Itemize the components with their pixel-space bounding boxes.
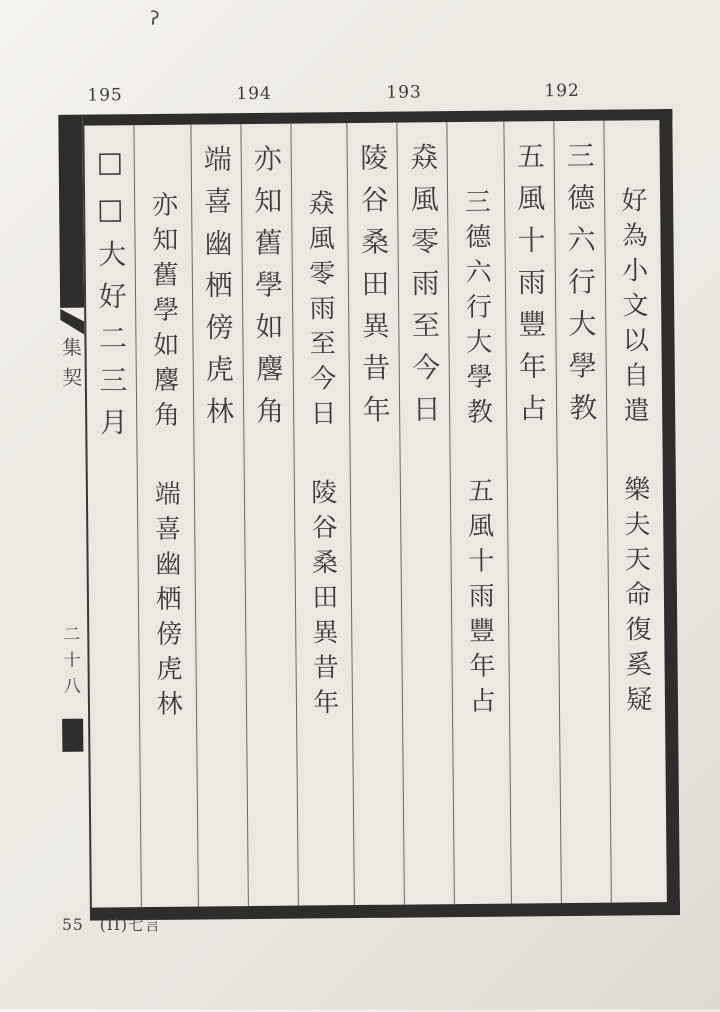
column-kaishu-194 — [134, 125, 198, 908]
poem-number-195: 195 — [87, 85, 123, 106]
oracle-glyphs: □□大好二三月 — [93, 145, 130, 450]
poem-line: 樂夫天命復奚疑 — [619, 475, 652, 721]
column-kaishu-192 — [447, 122, 511, 905]
poem-line: 猋風零雨至今日 — [303, 189, 337, 435]
folio-number: 二十八 — [59, 624, 80, 703]
poem-line: 好為小文以自遣 — [616, 186, 650, 432]
spine-title: 集契 — [58, 336, 83, 397]
oracle-glyphs: 五風十雨豐年占 — [512, 141, 549, 436]
oracle-glyphs: 端喜幽栖傍虎林 — [199, 144, 236, 439]
poem-number-192: 192 — [544, 80, 580, 102]
text-columns — [84, 120, 666, 907]
poem-line: 五風十雨豐年占 — [463, 476, 496, 722]
column-oracle-195-line1 — [84, 125, 141, 907]
column-oracle-194-line1 — [240, 124, 298, 906]
oracle-glyphs: 猋風零雨至今日 — [406, 142, 443, 437]
poem-number-193: 193 — [386, 82, 422, 103]
column-oracle-193-line1 — [396, 122, 454, 904]
spine-black-bar-bottom — [62, 719, 83, 752]
poem-line: 三德六行大學教 — [460, 187, 493, 434]
oracle-glyphs: 亦知舊學如麐角 — [249, 143, 286, 439]
oracle-glyphs: 三德六行大學教 — [562, 140, 599, 436]
footer-caption — [62, 913, 161, 935]
column-oracle-193-line2 — [346, 123, 404, 905]
oracle-glyphs: 陵谷桑田異昔年 — [356, 142, 392, 438]
column-oracle-192-line2 — [503, 121, 561, 903]
column-oracle-194-line2 — [190, 124, 248, 906]
spine-black-bar-top — [58, 115, 84, 308]
footer-section-label: (II)七言 — [99, 916, 162, 934]
poem-number-194: 194 — [236, 83, 272, 105]
fishtail-icon — [60, 308, 84, 335]
poem-line: 端喜幽栖傍虎林 — [150, 479, 183, 726]
poem-line: 亦知舊學如麐角 — [147, 190, 180, 437]
column-kaishu-191-carryover — [603, 120, 667, 903]
stray-pen-mark: ʔ — [147, 7, 161, 31]
column-oracle-192-line1 — [553, 121, 611, 903]
footer-page-number: 55 — [62, 916, 84, 934]
column-kaishu-193 — [290, 123, 354, 906]
page-frame — [82, 109, 680, 921]
poem-line: 陵谷桑田異昔年 — [306, 478, 339, 724]
